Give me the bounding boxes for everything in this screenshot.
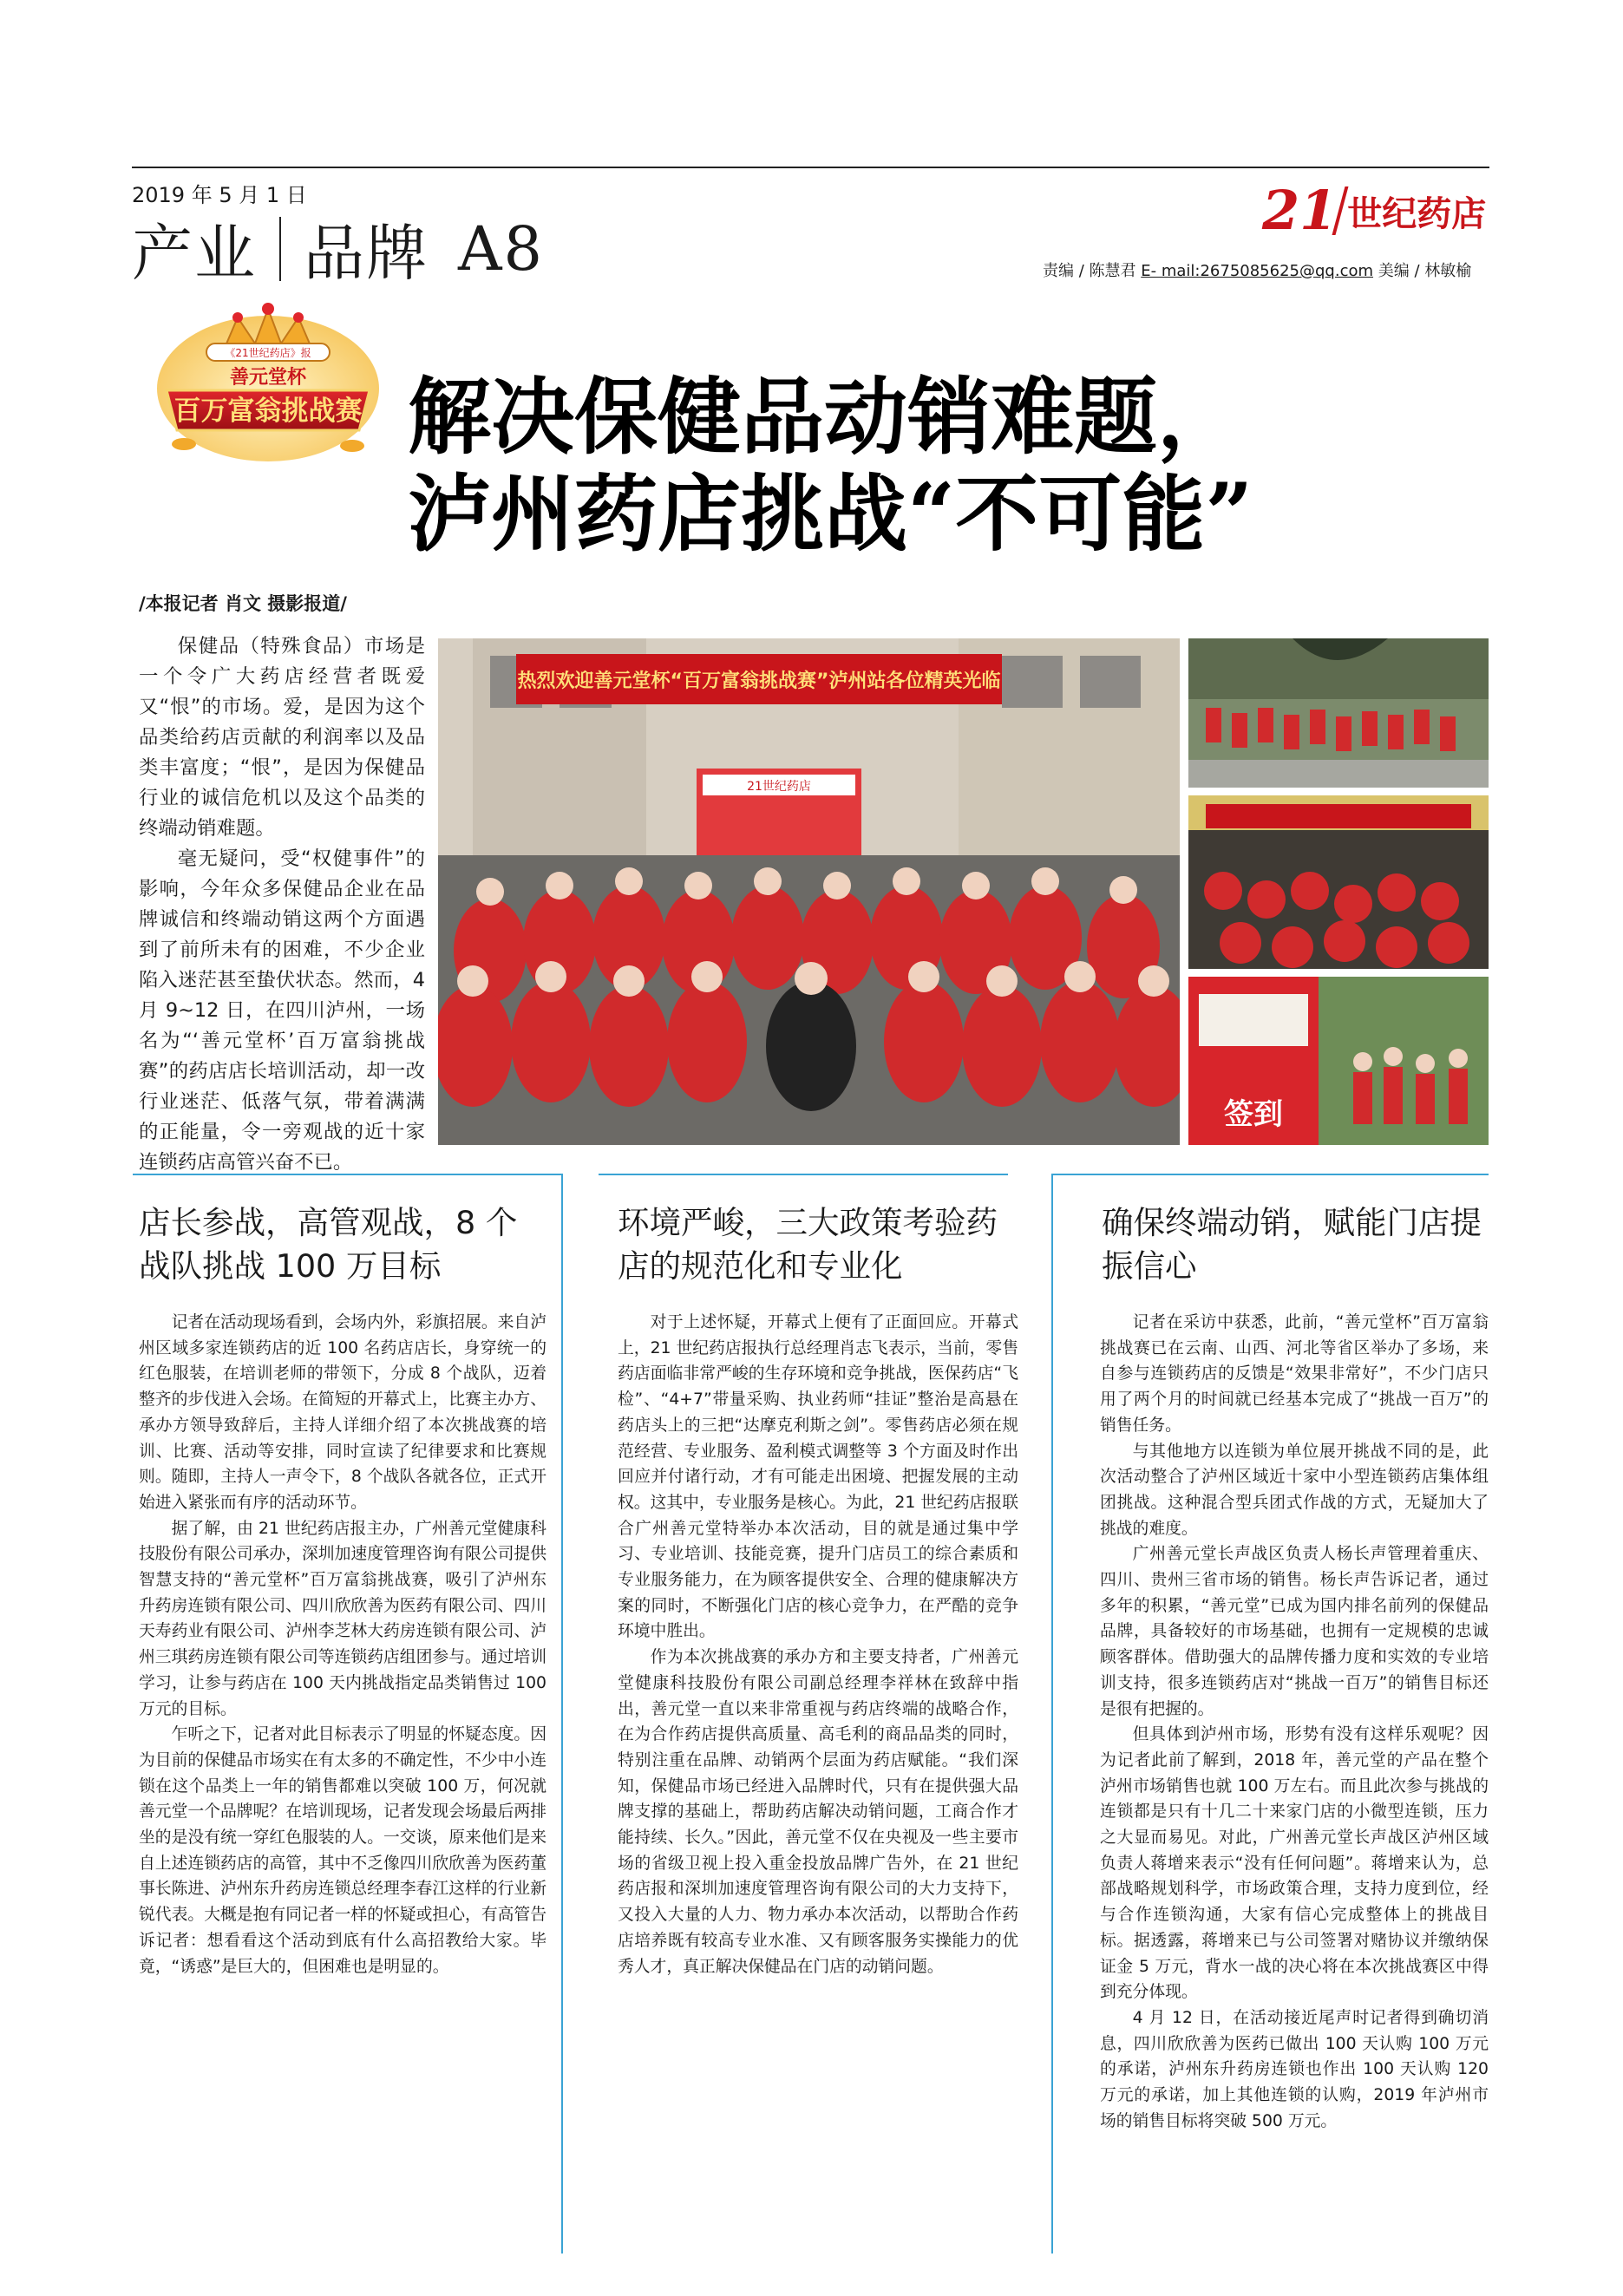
editor-credits — [1043, 258, 1471, 281]
column3-body — [1100, 1310, 1489, 2135]
banner-text: 热烈欢迎善元堂杯“百万富翁挑战赛”泸州站各位精英光临 — [517, 670, 1001, 692]
section-divider — [279, 217, 281, 281]
subsection-name: 品牌 — [304, 218, 429, 289]
article-paragraph: 据了解，由 21 世纪药店报主办，广州善元堂健康科技股份有限公司承办，深圳加速度管理咨询有限公司提供智慧支持的“善元堂杯”百万富翁挑战赛，吸引了泸州东升药房连锁有限公司、四川欣欣善为医药有限公司、四川天寿药业有限公司、泸州李芝林大药房连锁有限公司、泸州三琪药房连锁有限公司等连锁药店组团参与。通过培训学习，让参与药店在 100 天内挑战指定品类销售过 100 万元的目标。 — [139, 1519, 546, 1718]
lead-paragraph: 毫无疑问，受“权健事件”的影响，今年众多保健品企业在品牌诚信和终端动销这两个方面遇到了前所未有的困难，不少企业陷入迷茫甚至蛰伏状态。然而，4 月 9~12 日，在四川泸州，一场名为“‘善元堂杯’百万富翁挑战赛”的药店店长培训活动，却一改行业迷茫、低落气氛，带着满满的正能量，令一旁观战的近十家连锁药店高管兴奋不已。 — [139, 847, 425, 1174]
column1-body — [139, 1310, 546, 1979]
signin-photo — [1188, 977, 1489, 1145]
lead-paragraphs — [139, 631, 425, 1178]
badge-line2: 善元堂杯 — [229, 367, 307, 389]
signin-text: 签到 — [1224, 1097, 1283, 1132]
badge-line3: 百万富翁挑战赛 — [173, 396, 363, 427]
editor-email[interactable]: E- mail:2675085625@qq.com — [1141, 262, 1374, 280]
page-number: A8 — [458, 213, 545, 285]
article-paragraph: 与其他地方以连锁为单位展开挑战不同的是，此次活动整合了泸州区域近十家中小型连锁药店集体组团挑战。这种混合型兵团式作战的方式，无疑加大了挑战的难度。 — [1100, 1442, 1489, 1538]
event-badge-logo — [154, 293, 382, 463]
section-name: 产业 — [132, 218, 257, 289]
designer-credit: 美编 / 林敏榆 — [1378, 262, 1472, 280]
column1-heading: 店长参战，高管观战，8 个战队挑战 100 万目标 — [139, 1204, 518, 1285]
article-paragraph: 但具体到泸州市场，形势有没有这样乐观呢？因为记者此前了解到，2018 年，善元堂的产品在整个泸州市场销售也就 100 万左右。而且此次参与挑战的连锁都是只有十几二十来家门店的小微型连锁，压力之大显而易见。对此，广州善元堂长声战区泸州区域负责人蒋增来表示“没有任何问题”。蒋增来认为，总部战略规划科学，市场政策合理，支持力度到位，经与合作连锁沟通，大家有信心完成整体上的挑战目标。据透露，蒋增来已与公司签署对赌协议并缴纳保证金 5 万元，背水一战的决心将在本次挑战赛区中得到充分体现。 — [1100, 1725, 1489, 2002]
column3-heading: 确保终端动销，赋能门店提振信心 — [1102, 1204, 1482, 1285]
byline: /本报记者 肖文 摄影报道/ — [139, 593, 347, 614]
article-paragraph: 记者在采访中获悉，此前，“善元堂杯”百万富翁挑战赛已在云南、山西、河北等省区举办了多场，来自参与连锁药店的反馈是“效果非常好”，不少门店只用了两个月的时间就已经基本完成了“挑战一百万”的销售任务。 — [1100, 1313, 1489, 1435]
article-paragraph: 对于上述怀疑，开幕式上便有了正面回应。开幕式上，21 世纪药店报执行总经理肖志飞表示，当前，零售药店面临非常严峻的生存环境和竞争挑战，医保药店“飞检”、“4+7”带量采购、执业药师“挂证”整治是高悬在药店头上的三把“达摩克利斯之剑”。零售药店必须在规范经营、专业服务、盈利模式调整等 3 个方面及时作出回应并付诸行动，才有可能走出困境、把握发展的主动权。这其中，专业服务是核心。为此，21 世纪药店报联合广州善元堂特举办本次活动，目的就是通过集中学习、专业培训、技能竞赛，提升门店员工的综合素质和专业服务能力，在为顾客提供安全、合理的健康解决方案的同时，不断强化门店的核心竞争力，在严酷的竞争环境中胜出。 — [618, 1313, 1018, 1641]
headline — [408, 369, 1362, 563]
group-photo — [438, 638, 1180, 1145]
issue-date: 2019 年 5 月 1 日 — [132, 183, 307, 207]
headline-line2: 泸州药店挑战“不可能” — [408, 465, 1253, 563]
column2-top-rule — [599, 1174, 1008, 1177]
article-paragraph: 乍听之下，记者对此目标表示了明显的怀疑态度。因为目前的保健品市场实在有太多的不确定性，不少中小连锁在这个品类上一年的销售都难以突破 100 万，何况就善元堂一个品牌呢？在培训现场，记者发现会场最后两排坐的是没有统一穿红色服装的人。一交谈，原来他们是来自上述连锁药店的高管，其中不乏像四川欣欣善为医药董事长陈进、泸州东升药房连锁总经理李春江这样的行业新锐代表。大概是抱有同记者一样的怀疑或担心，有高管告诉记者：想看看这个活动到底有什么高招教给大家。毕竟，“诱惑”是巨大的，但困难也是明显的。 — [139, 1725, 546, 1976]
column1-right-rule — [561, 1174, 563, 2253]
badge-line1: 《21世纪药店》报 — [225, 347, 311, 359]
logo-name: 世纪药店 — [1347, 193, 1487, 234]
outdoor-photo — [1188, 638, 1489, 788]
column2-heading: 环境严峻，三大政策考验药店的规范化和专业化 — [618, 1204, 998, 1285]
indoor-training-photo — [1188, 795, 1489, 969]
article-paragraph: 作为本次挑战赛的承办方和主要支持者，广州善元堂健康科技股份有限公司副总经理李祥林在致辞中指出，善元堂一直以来非常重视与药店终端的战略合作，在为合作药店提供高质量、高毛利的商品品类的同时，特别注重在品牌、动销两个层面为药店赋能。“我们深知，保健品市场已经进入品牌时代，只有在提供强大品牌支撑的基础上，帮助药店解决动销问题，工商合作才能持续、长久。”因此，善元堂不仅在央视及一些主要市场的省级卫视上投入重金投放品牌广告外，在 21 世纪药店报和深圳加速度管理咨询有限公司的大力支持下，又投入大量的人力、物力承办本次活动，以帮助合作药店培养既有较高专业水准、又有顾客服务实操能力的优秀人才，真正解决保健品在门店的动销问题。 — [618, 1648, 1018, 1976]
column3-top-rule — [1051, 1174, 1489, 1177]
article-paragraph: 4 月 12 日，在活动接近尾声时记者得到确切消息，四川欣欣善为医药已做出 100 天认购 100 万元的承诺，泸州东升药房连锁也作出 100 天认购 120 万元的承诺，加上其他连锁的认购，2019 年泸州市场的销售目标将突破 500 万元。 — [1100, 2008, 1489, 2130]
section-title — [132, 205, 544, 292]
article-paragraph: 记者在活动现场看到，会场内外，彩旗招展。来自泸州区域多家连锁药店的近 100 名药店店长，身穿统一的红色服装，在培训老师的带领下，分成 8 个战队，迈着整齐的步伐进入会场。在简短的开幕式上，比赛主办方、承办方领导致辞后，主持人详细介绍了本次挑战赛的培训、比赛、活动等安排，同时宣读了纪律要求和比赛规则。随即，主持人一声令下，8 个战队各就各位，正式开始进入紧张而有序的活动环节。 — [139, 1313, 546, 1512]
headline-line1: 解决保健品动销难题， — [408, 368, 1240, 466]
lead-paragraph: 保健品（特殊食品）市场是一个令广大药店经营者既爱又“恨”的市场。爱，是因为这个品类给药店贡献的利润率以及品类丰富度；“恨”，是因为保健品行业的诚信危机以及这个品类的终端动销难题。 — [139, 635, 425, 840]
masthead-rule — [132, 167, 1489, 168]
article-paragraph: 广州善元堂长声战区负责人杨长声管理着重庆、四川、贵州三省市场的销售。杨长声告诉记者，通过多年的积累，“善元堂”已成为国内排名前列的保健品品牌，具备较好的市场基础，也拥有一定规模的忠诚顾客群体。借助强大的品牌传播力度和实效的专业培训支持，很多连锁药店对“挑战一百万”的销售目标还是很有把握的。 — [1100, 1545, 1489, 1718]
column1-top-rule — [133, 1174, 561, 1177]
editor-credit: 责编 / 陈慧君 — [1043, 262, 1136, 280]
column2-body — [618, 1310, 1018, 1979]
column3-left-rule — [1051, 1174, 1053, 2253]
logo-mark: 21 — [1262, 179, 1338, 242]
board-text: 21世纪药店 — [747, 780, 811, 794]
newspaper-logo — [1262, 180, 1488, 241]
